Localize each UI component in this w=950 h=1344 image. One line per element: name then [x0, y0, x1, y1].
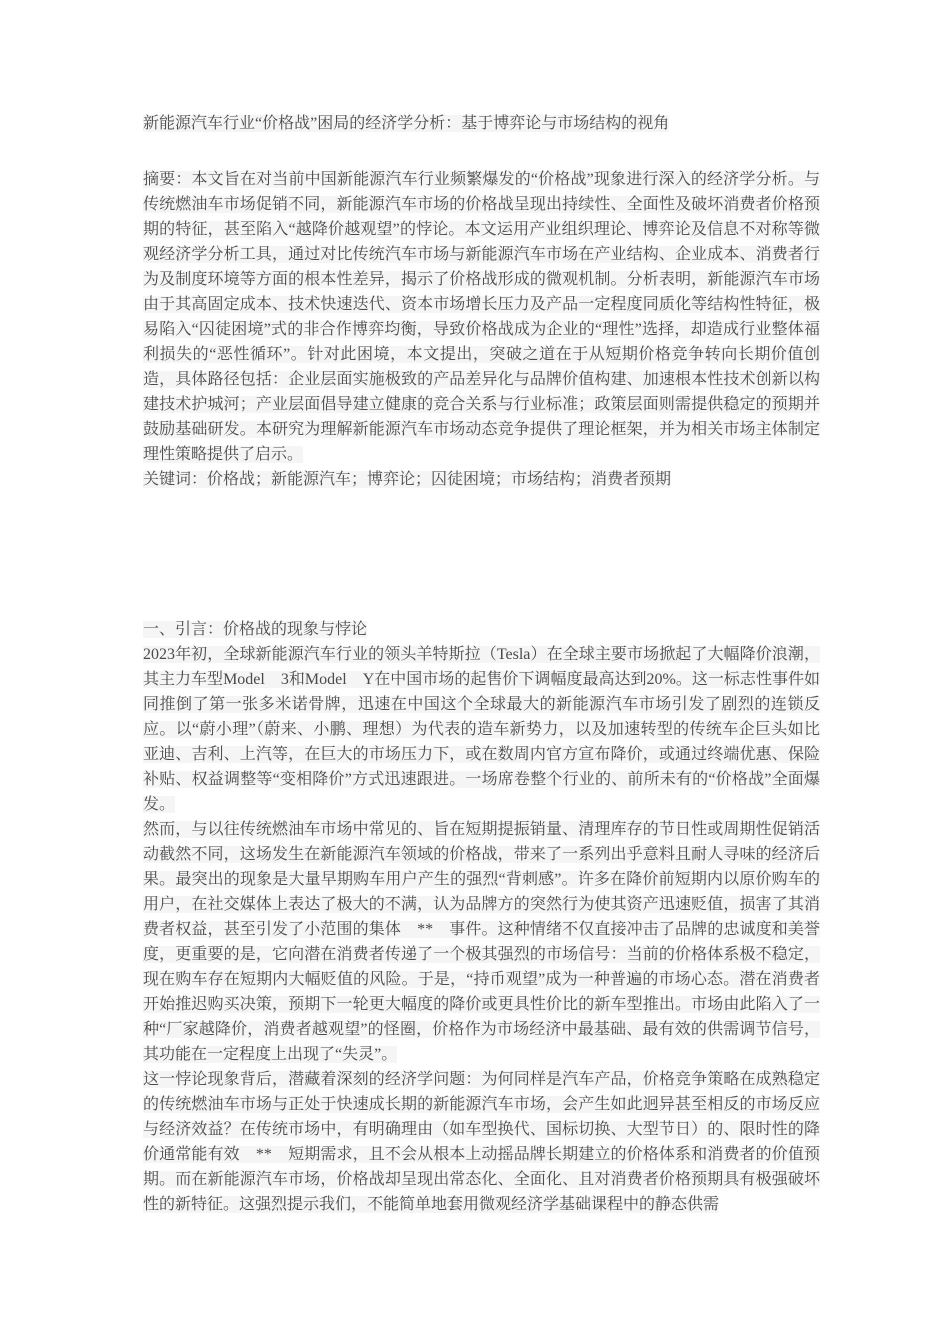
- body-paragraph-text: 这一悖论现象背后，潜藏着深刻的经济学问题：为何同样是汽车产品，价格竞争策略在成熟稳定的传统燃油车市场与正处于快速成长期的新能源汽车市场，会产生如此迥异甚至相反的市场反应与经济效益？在传统市场中，有明确理由（如车型换代、国标切换、大型节日）的、限时性的降价通常能有效 ** 短期需求，且不会从根本上动摇品牌长期建立的价格体系和消费者的价值预期。而在新能源汽车市场，价格战却呈现出常态化、全面化、且对消费者价格预期具有极强破坏性的新特征。这强烈提示我们，不能简单地套用微观经济学基础课程中的静态供需: [143, 1071, 820, 1213]
- document-title-text: 新能源汽车行业“价格战”困局的经济学分析：基于博弈论与市场结构的视角: [143, 115, 670, 132]
- body-paragraph: [143, 1067, 820, 1217]
- body-paragraph: [143, 642, 820, 817]
- keywords-text: 关键词：价格战；新能源汽车；博弈论；囚徒困境；市场结构；消费者预期: [143, 471, 672, 488]
- section-heading-introduction: [143, 617, 820, 642]
- section-heading-text: 一、引言：价格战的现象与悖论: [143, 621, 368, 638]
- body-paragraph-text: 然而，与以往传统燃油车市场中常见的、旨在短期提振销量、清理库存的节日性或周期性促销活动截然不同，这场发生在新能源汽车领域的价格战，带来了一系列出乎意料且耐人寻味的经济后果。最突出的现象是大量早期购车用户产生的强烈“背刺感”。许多在降价前短期内以原价购车的用户，在社交媒体上表达了极大的不满，认为品牌方的突然行为使其资产迅速贬值，损害了其消费者权益，甚至引发了小范围的集体 ** 事件。这种情绪不仅直接冲击了品牌的忠诚度和美誉度，更重要的是，它向潜在消费者传递了一个极其强烈的市场信号：当前的价格体系极不稳定，现在购车存在短期内大幅贬值的风险。于是，“持币观望”成为一种普遍的市场心态。潜在消费者开始推迟购买决策，预期下一轮更大幅度的降价或更具性价比的新车型推出。市场由此陷入了一种“厂家越降价，消费者越观望”的怪圈，价格作为市场经济中最基础、最有效的供需调节信号，其功能在一定程度上出现了“失灵”。: [143, 821, 820, 1063]
- abstract-paragraph: [143, 167, 820, 467]
- abstract-text: 摘要：本文旨在对当前中国新能源汽车行业频繁爆发的“价格战”现象进行深入的经济学分析。与传统燃油车市场促销不同，新能源汽车市场的价格战呈现出持续性、全面性及破坏消费者价格预期的特征，甚至陷入“越降价越观望”的悖论。本文运用产业组织理论、博弈论及信息不对称等微观经济学分析工具，通过对比传统汽车市场与新能源汽车市场在产业结构、企业成本、消费者行为及制度环境等方面的根本性差异，揭示了价格战形成的微观机制。分析表明，新能源汽车市场由于其高固定成本、技术快速迭代、资本市场增长压力及产品一定程度同质化等结构性特征，极易陷入“囚徒困境”式的非合作博弈均衡，导致价格战成为企业的“理性”选择，却造成行业整体福利损失的“恶性循环”。针对此困境，本文提出，突破之道在于从短期价格竞争转向长期价值创造，具体路径包括：企业层面实施极致的产品差异化与品牌价值构建、加速根本性技术创新以构建技术护城河；产业层面倡导建立健康的竞合关系与行业标准；政策层面则需提供稳定的预期并鼓励基础研发。本研究为理解新能源汽车市场动态竞争提供了理论框架，并为相关市场主体制定理性策略提供了启示。: [143, 171, 820, 463]
- section-body: [143, 642, 820, 1217]
- document-title: [143, 111, 820, 136]
- keywords-line: [143, 467, 820, 492]
- body-paragraph-text: 2023年初，全球新能源汽车行业的领头羊特斯拉（Tesla）在全球主要市场掀起了大幅降价浪潮，其主力车型Model 3和Model Y在中国市场的起售价下调幅度最高达到20%。这一标志性事件如同推倒了第一张多米诺骨牌，迅速在中国这个全球最大的新能源汽车市场引发了剧烈的连锁反应。以“蔚小理”（蔚来、小鹏、理想）为代表的造车新势力，以及加速转型的传统车企巨头如比亚迪、吉利、上汽等，在巨大的市场压力下，或在数周内官方宣布降价，或通过终端优惠、保险补贴、权益调整等“变相降价”方式迅速跟进。一场席卷整个行业的、前所未有的“价格战”全面爆发。: [143, 646, 820, 813]
- body-paragraph: [143, 817, 820, 1067]
